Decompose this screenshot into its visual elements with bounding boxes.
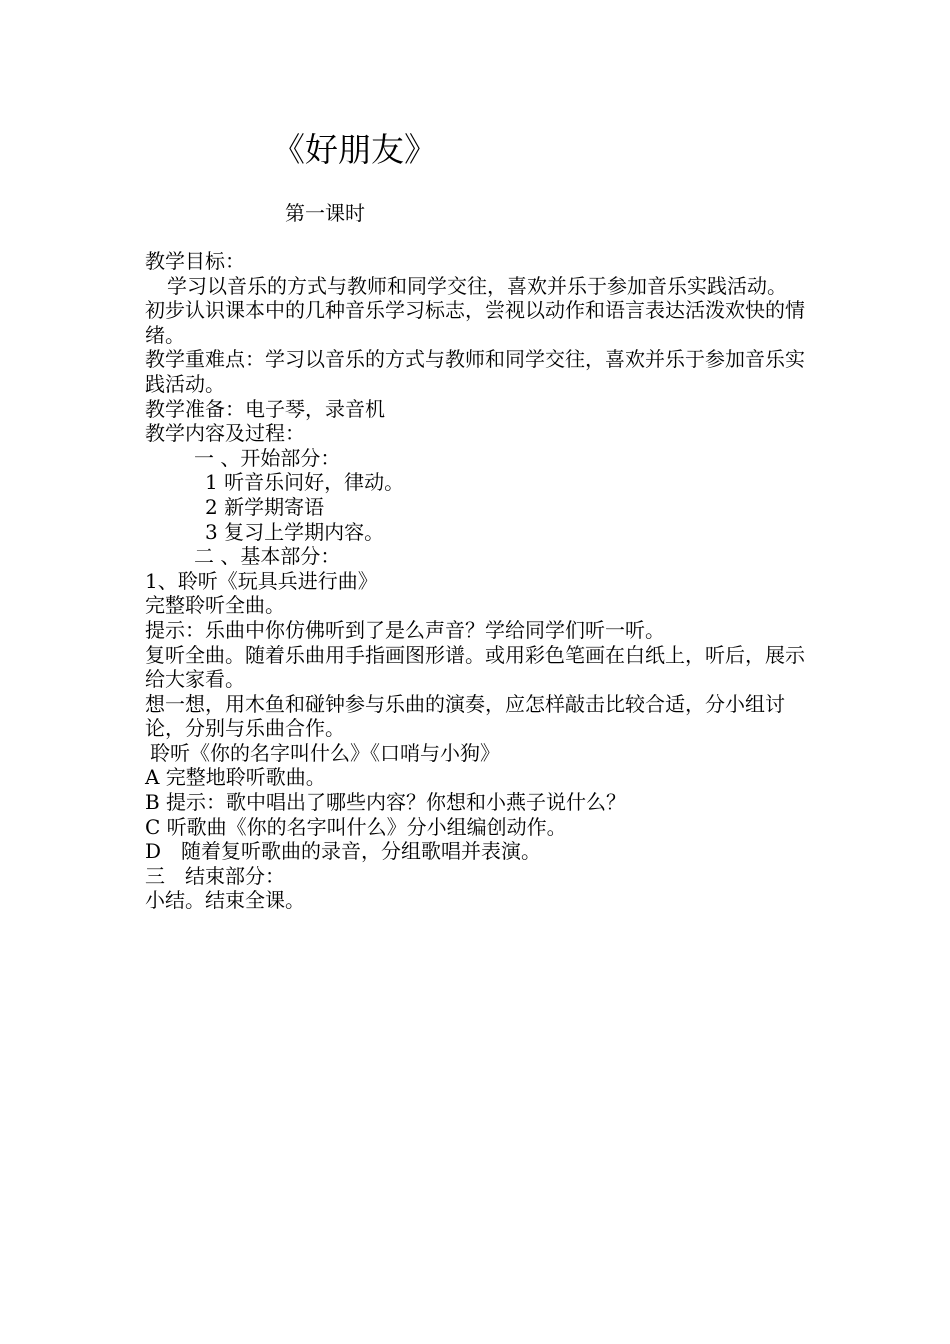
part-one-item-3: 3 复习上学期内容。 (205, 519, 385, 544)
objective-2: 初步认识课本中的几种音乐学习标志，尝视以动作和语言表达活泼欢快的情绪。 (145, 298, 805, 347)
listen-1-step-c: 复听全曲。随着乐曲用手指画图形谱。或用彩色笔画在白纸上，听后，展示给大家看。 (145, 642, 805, 692)
listen-2-heading: 聆听《你的名字叫什么》《口哨与小狗》 (150, 740, 500, 765)
objectives-heading: 教学目标： (145, 249, 245, 273)
listen-1-heading: 1、聆听《玩具兵进行曲》 (145, 568, 378, 593)
listen-2-step-c: C 听歌曲《你的名字叫什么》分小组编创动作。 (145, 814, 567, 839)
process-heading: 教学内容及过程： (145, 421, 305, 446)
document-title: 《好朋友》 (272, 130, 437, 169)
part-three-heading: 三 结束部分： (145, 863, 285, 888)
part-one-item-1: 1 听音乐问好，律动。 (205, 470, 405, 495)
listen-2-step-a: A 完整地聆听歌曲。 (145, 765, 326, 790)
key-points: 教学重难点：学习以音乐的方式与教师和同学交往，喜欢并乐于参加音乐实践活动。 (145, 347, 805, 396)
objective-1: 学习以音乐的方式与教师和同学交往，喜欢并乐于参加音乐实践活动。 (167, 273, 787, 298)
part-two-heading: 二 、基本部分： (194, 544, 341, 569)
listen-1-step-d: 想一想，用木鱼和碰钟参与乐曲的演奏，应怎样敲击比较合适，分小组讨论，分别与乐曲合作。 (145, 691, 785, 741)
part-one-item-2: 2 新学期寄语 (205, 494, 325, 519)
listen-1-step-b: 提示：乐曲中你仿佛听到了是么声音？学给同学们听一听。 (145, 617, 665, 642)
preparation: 教学准备：电子琴，录音机 (145, 396, 385, 421)
document-subtitle: 第一课时 (285, 201, 365, 225)
listen-1-step-a: 完整聆听全曲。 (145, 593, 285, 618)
document-body (145, 249, 810, 913)
listen-2-step-d: D 随着复听歌曲的录音，分组歌唱并表演。 (145, 839, 542, 864)
part-one-heading: 一 、开始部分： (194, 445, 341, 470)
summary: 小结。结束全课。 (145, 888, 305, 913)
listen-2-step-b: B 提示：歌中唱出了哪些内容？你想和小燕子说什么？ (145, 790, 627, 815)
